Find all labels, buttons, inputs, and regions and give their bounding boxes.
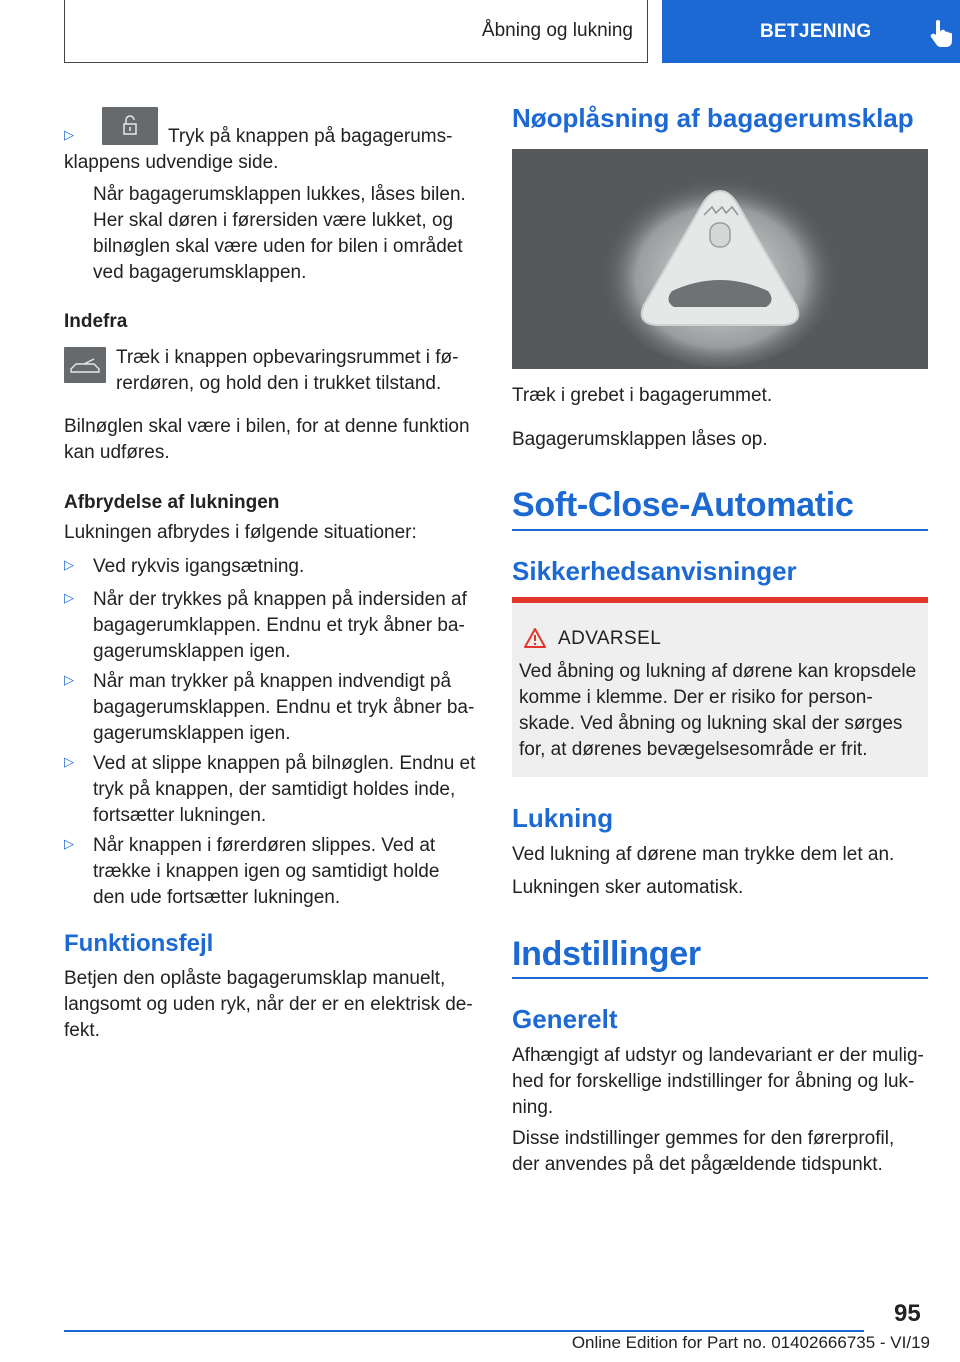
emergency-release-heading: Nøoplåsning af bagagerumsklap bbox=[512, 103, 914, 133]
heading-rule bbox=[512, 529, 928, 531]
general-line5: der anvendes på det pågældende tidspunkt. bbox=[512, 1154, 883, 1175]
general-line1: Afhængigt af udstyr og landevariant er der mulig- bbox=[512, 1045, 924, 1066]
door-trunk-button-image bbox=[64, 347, 106, 383]
trunk-lock-button-image bbox=[102, 107, 158, 145]
key-note-line1: Bilnøglen skal være i bilen, for at denne funktion bbox=[64, 416, 470, 437]
list-item-cont: bagagerumklappen. Endnu et tryk åbner ba- bbox=[93, 615, 465, 636]
safety-heading: Sikkerhedsanvisninger bbox=[512, 556, 797, 586]
bullet1-para-l1: Når bagagerumsklappen lukkes, låses bilen. bbox=[93, 184, 466, 205]
lock-icon bbox=[102, 107, 158, 145]
bullet-triangle-icon: ▷ bbox=[64, 127, 74, 142]
list-item-cont: den ude fortsætter lukningen. bbox=[93, 887, 341, 908]
bullet-triangle-icon: ▷ bbox=[64, 672, 74, 687]
bullet1-para-l3: bilnøglen skal være uden for bilen i området bbox=[93, 236, 463, 257]
key-note-line2: kan udføres. bbox=[64, 442, 170, 463]
list-item-cont: gagerumsklappen igen. bbox=[93, 641, 291, 662]
section-label: Åbning og lukning bbox=[481, 20, 633, 41]
soft-close-heading: Soft-Close-Automatic bbox=[512, 486, 854, 524]
list-item: Ved rykvis igangsætning. bbox=[93, 556, 305, 577]
warning-line2: komme i klemme. Der er risiko for person- bbox=[519, 687, 873, 708]
list-item: Når der trykkes på knappen på indersiden af bbox=[93, 589, 467, 610]
header-chapter-tab bbox=[662, 0, 960, 63]
lukning-line2: Lukningen sker automatisk. bbox=[512, 877, 744, 898]
warning-line1: Ved åbning og lukning af dørene kan kropsdele bbox=[519, 661, 917, 682]
header-section-title bbox=[64, 0, 648, 63]
general-heading: Generelt bbox=[512, 1004, 618, 1034]
funktionsfejl-heading: Funktionsfejl bbox=[64, 930, 214, 957]
footer-rule bbox=[64, 1330, 864, 1332]
list-item-cont: gagerumsklappen igen. bbox=[93, 723, 291, 744]
bullet-triangle-icon: ▷ bbox=[64, 590, 74, 605]
general-line3: ning. bbox=[512, 1097, 554, 1118]
warning-triangle-icon bbox=[523, 627, 547, 649]
warning-title: ADVARSEL bbox=[558, 628, 662, 649]
general-line4: Disse indstillinger gemmes for den førerprofil, bbox=[512, 1128, 895, 1149]
list-item-cont: bagagerumsklappen. Endnu et tryk åbner ba- bbox=[93, 697, 475, 718]
afbrydelse-intro: Lukningen afbrydes i følgende situationer: bbox=[64, 522, 417, 543]
settings-heading: Indstillinger bbox=[512, 935, 701, 973]
bullet-triangle-icon: ▷ bbox=[64, 557, 74, 572]
bullet-triangle-icon: ▷ bbox=[64, 754, 74, 769]
list-item: Når knappen i førerdøren slippes. Ved at bbox=[93, 835, 436, 856]
list-item-cont: fortsætter lukningen. bbox=[93, 805, 267, 826]
bullet1-line2: klappens udvendige side. bbox=[64, 152, 279, 173]
funktionsfejl-line2: langsomt og uden ryk, når der er en elektrisk de- bbox=[64, 994, 473, 1015]
warning-line3: skade. Ved åbning og lukning skal der sørges bbox=[519, 713, 903, 734]
funktionsfejl-line1: Betjen den oplåste bagagerumsklap manuelt, bbox=[64, 968, 446, 989]
emergency-step2: Bagagerumsklappen låses op. bbox=[512, 429, 768, 450]
hand-pointer-icon bbox=[928, 19, 954, 47]
lukning-heading: Lukning bbox=[512, 803, 614, 833]
emergency-handle-photo bbox=[512, 149, 928, 369]
list-item-cont: tryk på knappen, der samtidigt holdes inde, bbox=[93, 779, 456, 800]
chapter-label: BETJENING bbox=[760, 20, 872, 42]
lukning-line1: Ved lukning af dørene man trykke dem let an. bbox=[512, 844, 895, 865]
list-item: Når man trykker på knappen indvendigt på bbox=[93, 671, 452, 692]
warning-line4: for, at dørenes bevægelsesområde er frit. bbox=[519, 739, 868, 760]
page-number: 95 bbox=[894, 1300, 921, 1327]
funktionsfejl-line3: fekt. bbox=[64, 1020, 100, 1041]
afbrydelse-heading: Afbrydelse af lukningen bbox=[64, 492, 280, 513]
general-line2: hed for forskellige indstillinger for åbning og luk- bbox=[512, 1071, 915, 1092]
trunk-release-handle-image bbox=[512, 149, 928, 369]
edition-text: Online Edition for Part no. 01402666735 - VI/19 bbox=[571, 1333, 930, 1352]
car-trunk-icon bbox=[64, 347, 106, 383]
bullet1-para-l4: ved bagagerumsklappen. bbox=[93, 262, 307, 283]
warning-box bbox=[512, 597, 928, 777]
list-item-cont: trække i knappen igen og samtidigt holde bbox=[93, 861, 440, 882]
list-item: Ved at slippe knappen på bilnøglen. Endnu et bbox=[93, 753, 476, 774]
bullet1-para-l2: Her skal døren i førersiden være lukket, og bbox=[93, 210, 454, 231]
indefra-line2: rerdøren, og hold den i trukket tilstand. bbox=[116, 373, 442, 394]
edition-note bbox=[0, 1333, 960, 1353]
emergency-step1: Træk i grebet i bagagerummet. bbox=[512, 385, 773, 406]
heading-rule bbox=[512, 977, 928, 979]
bullet-triangle-icon: ▷ bbox=[64, 836, 74, 851]
indefra-line1: Træk i knappen opbevaringsrummet i fø- bbox=[116, 347, 459, 368]
bullet1-line1: Tryk på knappen på bagagerums- bbox=[168, 126, 453, 147]
indefra-heading: Indefra bbox=[64, 311, 128, 332]
